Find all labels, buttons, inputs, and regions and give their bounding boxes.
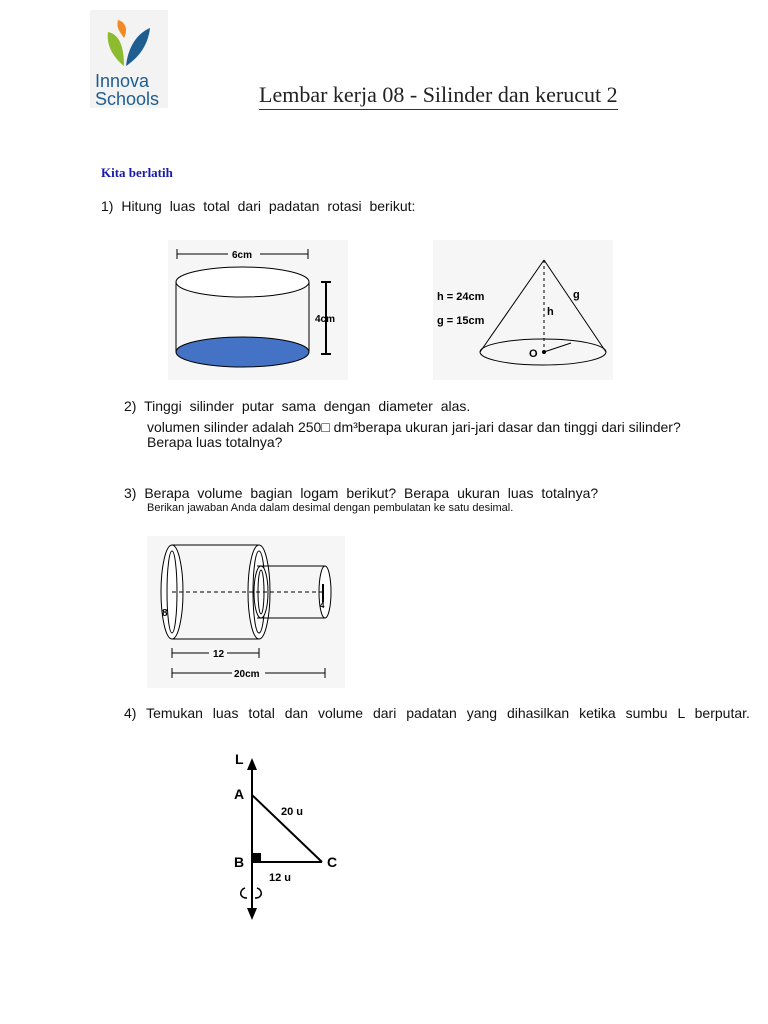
pipe-total-label: 20cm [234, 669, 260, 680]
cone-slant-value: g = 15cm [437, 315, 485, 327]
question-4: 4) Temukan luas total dan volume dari padatan yang dihasilkan ketika sumbu L berputar. [124, 705, 750, 721]
innova-schools-logo [90, 10, 168, 108]
height-label: 4cm [315, 314, 336, 325]
diameter-label: 6cm [232, 250, 253, 261]
vertex-b-label: B [234, 854, 245, 870]
base-label: 12 u [269, 872, 292, 884]
question-1: 1) Hitung luas total dari padatan rotasi berikut: [101, 198, 416, 214]
question-2: 2) Tinggi silinder putar sama dengan diameter alas. [124, 398, 471, 414]
axis-l-label: L [235, 751, 244, 767]
cone-h-marker: h [547, 306, 554, 318]
vertex-c-label: C [327, 854, 338, 870]
hypotenuse-label: 20 u [281, 806, 304, 818]
cone-g-marker: g [573, 289, 580, 301]
question-3-note: Berikan jawaban Anda dalam desimal dengan pembulatan ke satu desimal. [147, 502, 514, 514]
cone-height-value: h = 24cm [437, 291, 485, 303]
cylinder-figure [168, 240, 348, 385]
pipe-length-label: 12 [213, 649, 225, 660]
cone-center-o: O [529, 348, 538, 360]
triangle-figure [225, 748, 355, 928]
question-3: 3) Berapa volume bagian logam berikut? Berapa ukuran luas totalnya? [124, 485, 599, 501]
pipe-d-label: 8 [162, 608, 168, 619]
leaf-logo-icon [104, 16, 154, 72]
section-heading: Kita berlatih [101, 165, 173, 180]
pipe-small-label: 4 [320, 601, 325, 610]
logo-text-line2: Schools [95, 89, 160, 109]
page-title: Lembar kerja 08 - Silinder dan kerucut 2 [259, 82, 618, 110]
logo-text-line1: Innova [95, 71, 150, 91]
pipe-figure [147, 536, 345, 693]
cone-figure [433, 240, 613, 385]
vertex-a-label: A [234, 786, 245, 802]
question-2-detail: volumen silinder adalah 250□ dm³berapa ukuran jari-jari dasar dan tinggi dari silinder? Berapa luas totalnya? [147, 419, 681, 450]
